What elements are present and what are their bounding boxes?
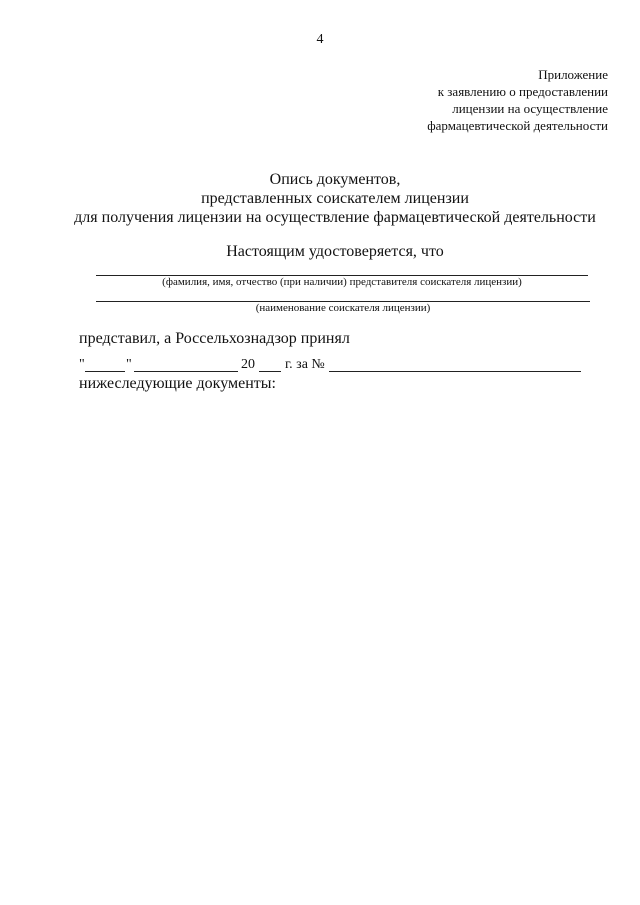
page-number: 4 — [316, 32, 324, 47]
year-blank — [259, 357, 281, 372]
title-line-3: для получения лицензии на осуществление фармацевтической деятельности — [74, 209, 596, 226]
appendix-line-4: фармацевтической деятельности — [427, 118, 608, 133]
certify-statement: Настоящим удостоверяется, что — [226, 243, 444, 260]
appendix-line-3: лицензии на осуществление — [452, 101, 608, 116]
appendix-note — [348, 66, 608, 134]
quote-open: " — [79, 357, 85, 372]
number-blank — [329, 357, 581, 372]
representative-caption: (фамилия, имя, отчество (при наличии) представителя соискателя лицензии) — [162, 276, 522, 288]
number-prefix: г. за № — [285, 357, 325, 372]
day-blank — [85, 357, 125, 372]
year-prefix: 20 — [241, 357, 255, 372]
applicant-caption: (наименование соискателя лицензии) — [255, 302, 431, 314]
documents-statement: нижеследующие документы: — [79, 375, 276, 392]
quote-close: " — [126, 357, 132, 372]
month-blank — [134, 357, 238, 372]
appendix-line-1: Приложение — [538, 67, 608, 82]
date-line — [79, 357, 589, 377]
title-line-1: Опись документов, — [269, 171, 401, 188]
title-line-2: представленных соискателем лицензии — [201, 190, 469, 207]
document-title — [70, 170, 600, 227]
appendix-line-2: к заявлению о предоставлении — [437, 84, 608, 99]
submitted-statement: представил, а Россельхознадзор принял — [79, 330, 350, 347]
